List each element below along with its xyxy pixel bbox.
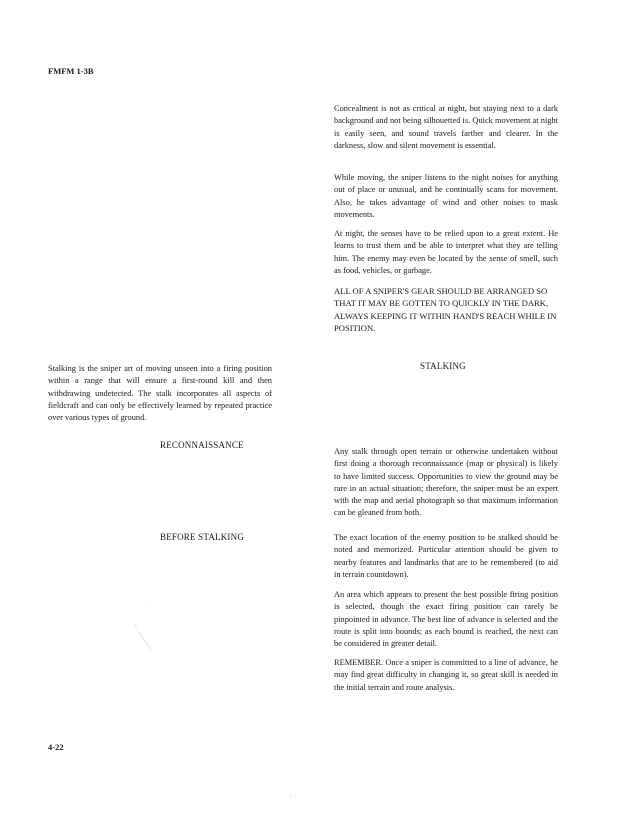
paragraph-reconnaissance: Any stalk through open terrain or otherwise undertaken without first doing a thorough reconnaissance (map or physical) is likely to have limited success. Opportunities to view the ground may be rare in an actual situation; therefore, the sniper must be an expert with the map and aerial photograph so that maximum information can be gleaned from both. bbox=[334, 447, 558, 518]
document-id: FMFM 1-3B bbox=[48, 66, 94, 76]
page-number: 4-22 bbox=[48, 742, 64, 752]
subheading-reconnaissance: RECONNAISSANCE bbox=[160, 440, 244, 450]
paragraph-enemy-location: The exact location of the enemy position to be stalked should be noted and memorized. Particular attention should be given to nearby features and landmarks that are to be remembered (to aid in terrain countdown). bbox=[334, 533, 558, 579]
subheading-before-stalking: BEFORE STALKING bbox=[160, 532, 245, 542]
paragraph-firing-position: An area which appears to present the best possible firing position is selected, though the exact firing position can rarely be pinpointed in advance. The best line of advance is selected and the route is split into bounds; as each bound is reached, the next can be considered in greater detail. bbox=[334, 590, 558, 649]
gear-arrangement-note: ALL OF A SNIPER'S GEAR SHOULD BE ARRANGED SO THAT IT MAY BE GOTTEN TO QUICKLY IN THE DARK, ALWAYS KEEPING IT WITHIN HAND'S REACH WHILE IN POSITION. bbox=[334, 286, 557, 333]
scan-artifact-mark bbox=[125, 600, 165, 660]
paragraph-night-concealment: Concealment is not as critical at night, but staying next to a dark background and not being silhouetted is. Quick movement at night is easily seen, and sound travels farther and clearer. In the darkness, slow and silent movement is essential. bbox=[334, 104, 558, 150]
paragraph-night-senses: At night, the senses have to be relied upon to a great extent. He learns to trust them and be able to interpret what they are telling him. The enemy may even be located by the sense of smell, such as food, vehicles, or garbage. bbox=[334, 229, 558, 275]
section-heading-stalking: STALKING bbox=[420, 361, 466, 371]
paragraph-remember: REMEMBER. Once a sniper is committed to a line of advance, he may find great difficulty in changing it, so great skill is needed in the initial terrain and route analysis. bbox=[334, 658, 558, 692]
paragraph-night-listening: While moving, the sniper listens to the night noises for anything out of place or unusual, and he continually scans for movement. Also, he takes advantage of wind and other noises to mask movements. bbox=[334, 173, 558, 219]
scan-speck bbox=[290, 795, 291, 796]
paragraph-stalking-intro: Stalking is the sniper art of moving unseen into a firing position within a range that will ensure a first-round kill and then withdrawing undetected. The stalk incorporates all aspects of fieldcraft and can only be effectively learned by repeated practice over various types of ground. bbox=[48, 364, 272, 423]
